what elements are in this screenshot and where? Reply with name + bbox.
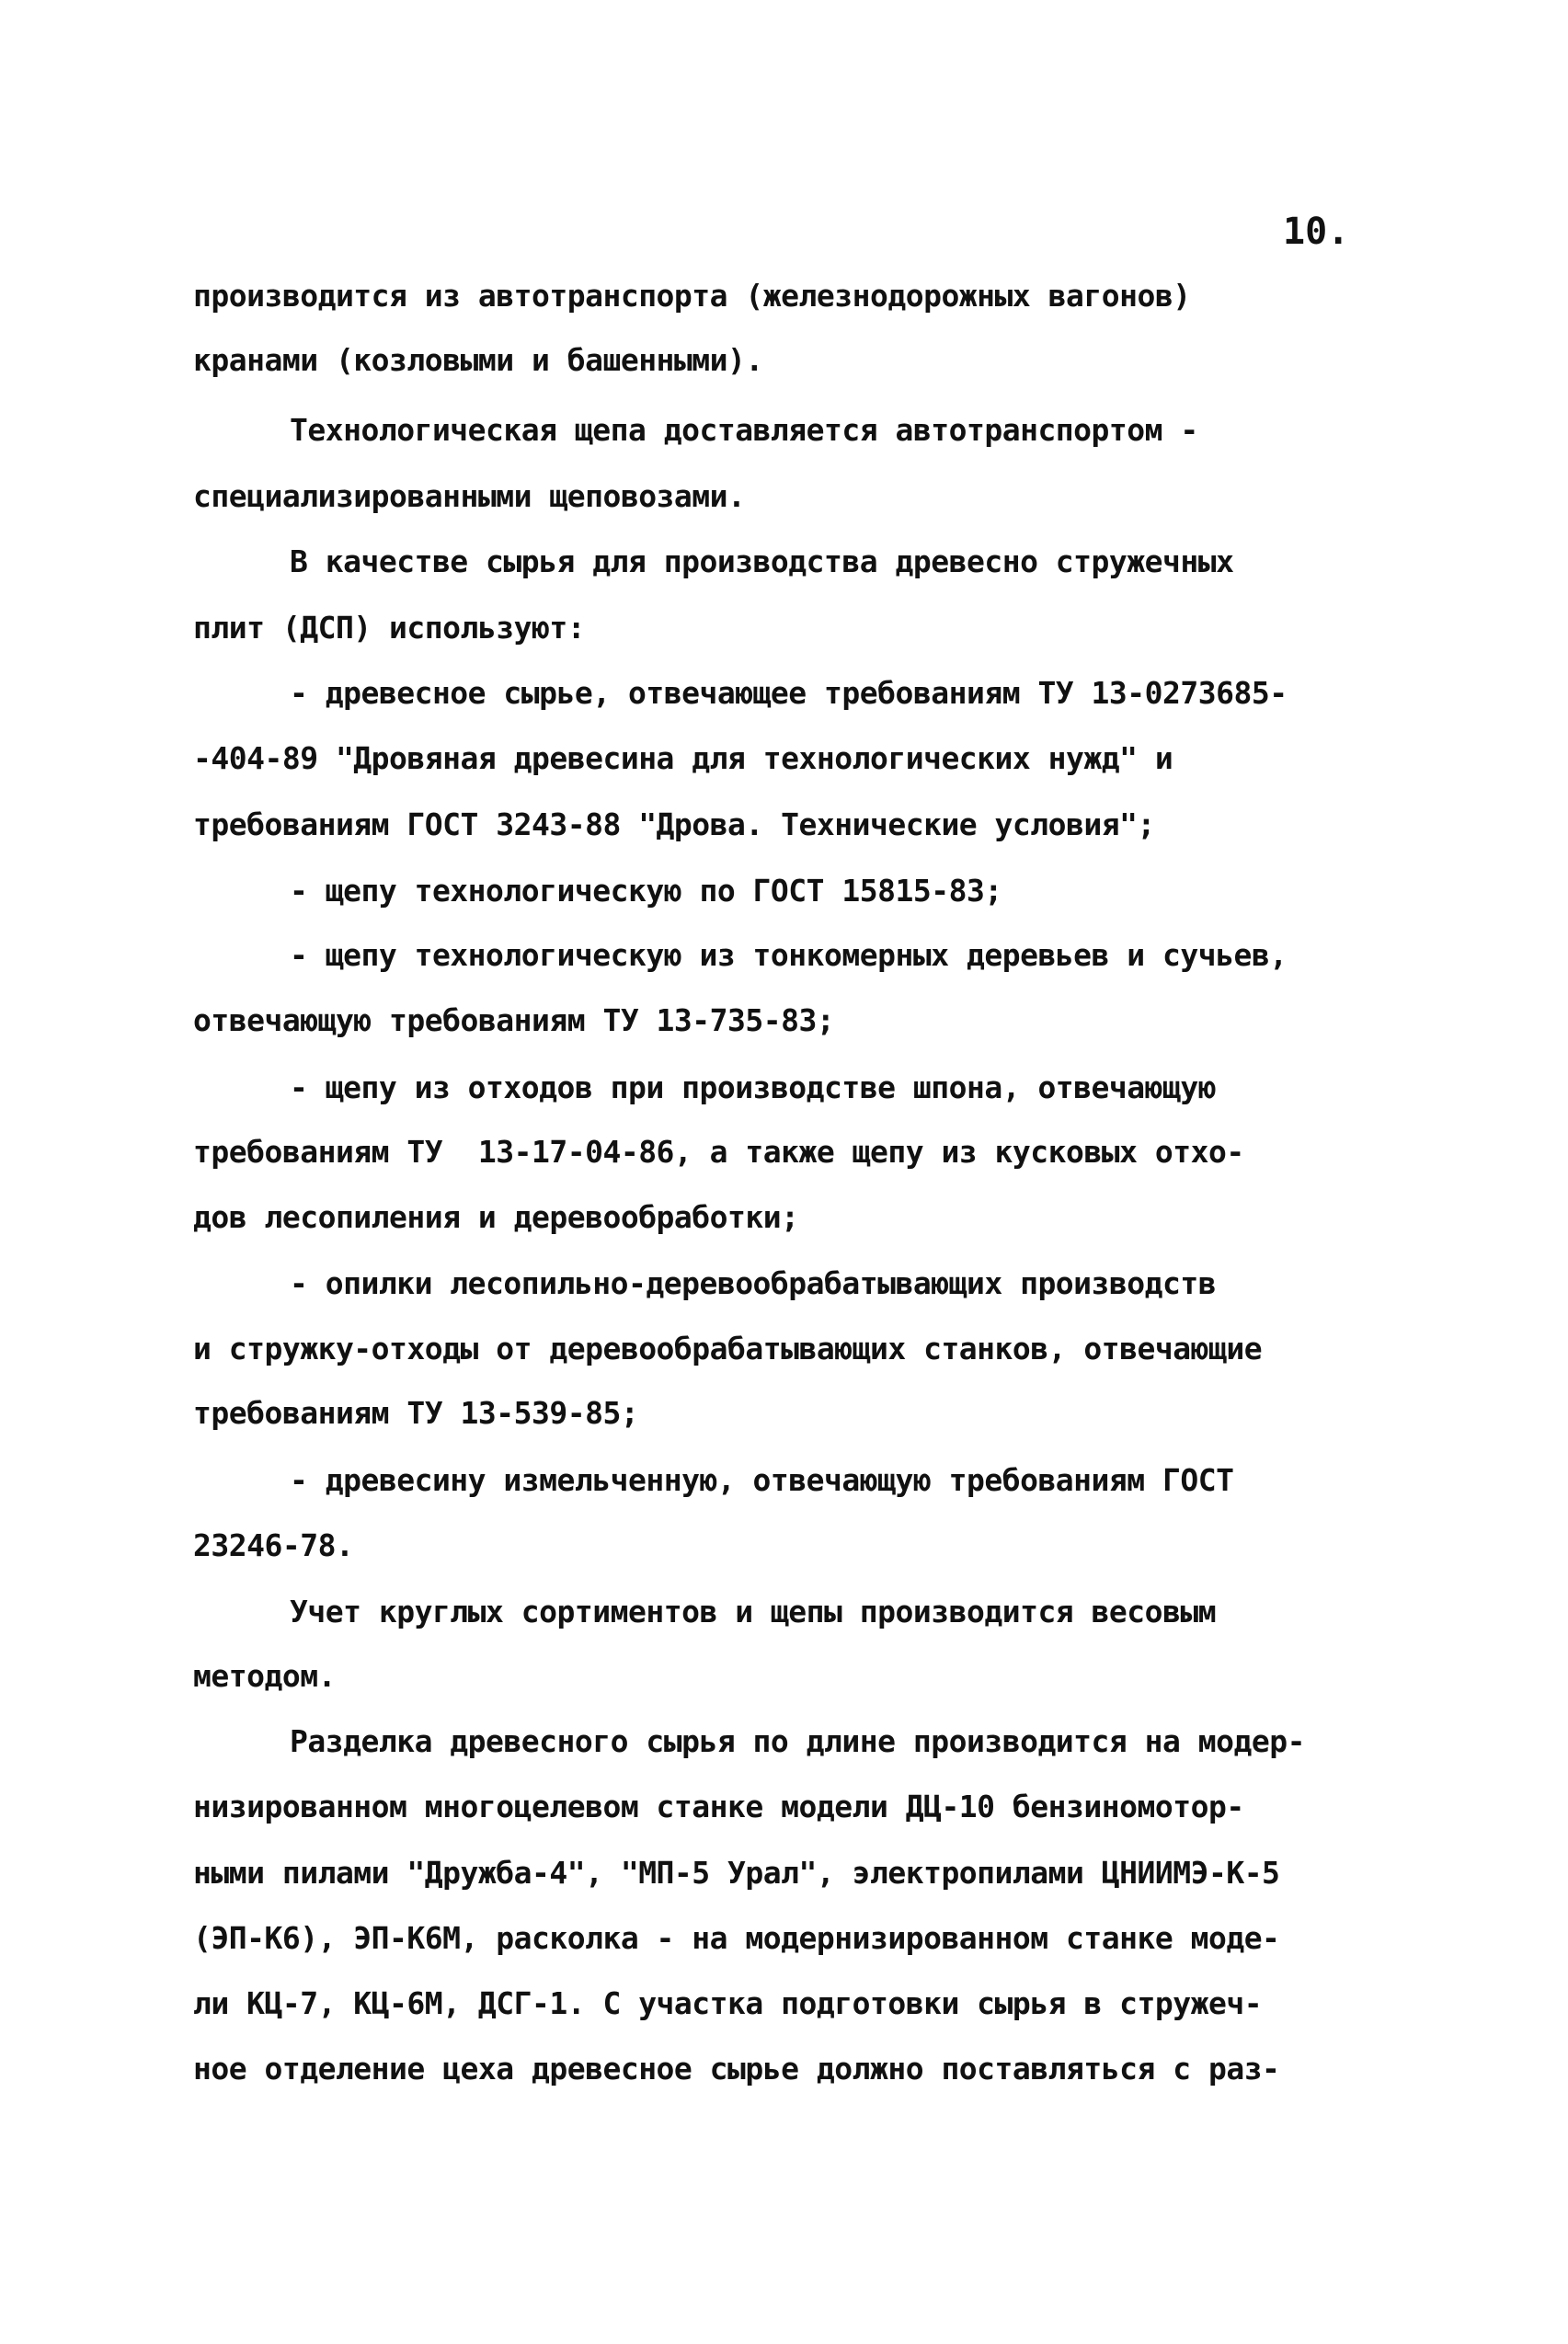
text-line: - древесное сырье, отвечающее требованиям ТУ 13-0273685-: [290, 675, 1288, 711]
text-line: Разделка древесного сырья по длине производится на модер-: [290, 1723, 1305, 1759]
text-line: - щепу из отходов при производстве шпона, отвечающую: [290, 1069, 1217, 1105]
text-line: В качестве сырья для производства древесно стружечных: [290, 543, 1234, 579]
text-line: ное отделение цеха древесное сырье должно поставляться с раз-: [193, 2051, 1280, 2087]
text-line: - опилки лесопильно-деревообрабатывающих производств: [290, 1265, 1217, 1301]
text-line: ными пилами "Дружба-4", "МП-5 Урал", электропилами ЦНИИМЭ-К-5: [193, 1855, 1280, 1891]
text-line: производится из автотранспорта (железнодорожных вагонов): [193, 278, 1191, 314]
text-line: ли КЦ-7, КЦ-6М, ДСГ-1. С участка подготовки сырья в стружеч-: [193, 1985, 1263, 2021]
text-line: Учет круглых сортиментов и щепы производится весовым: [290, 1594, 1217, 1629]
text-line: требованиям ТУ 13-17-04-86, а также щепу из кусковых отхо-: [193, 1134, 1244, 1170]
text-line: Технологическая щепа доставляется автотранспортом -: [290, 412, 1198, 448]
text-line: требованиям ТУ 13-539-85;: [193, 1395, 639, 1431]
text-line: 23246-78.: [193, 1527, 354, 1563]
text-line: отвечающую требованиям ТУ 13-735-83;: [193, 1002, 835, 1038]
text-line: (ЭП-К6), ЭП-К6М, расколка - на модернизированном станке моде-: [193, 1920, 1280, 1956]
page-number: 10.: [1283, 211, 1350, 253]
text-line: требованиям ГОСТ 3243-88 "Дрова. Технические условия";: [193, 806, 1155, 842]
text-line: низированном многоцелевом станке модели ДЦ-10 бензиномотор-: [193, 1789, 1244, 1824]
text-line: методом.: [193, 1658, 336, 1694]
text-line: плит (ДСП) используют:: [193, 610, 586, 646]
text-line: и стружку-отходы от деревообрабатывающих станков, отвечающие: [193, 1331, 1263, 1366]
text-line: специализированными щеповозами.: [193, 478, 746, 514]
text-line: -404-89 "Дровяная древесина для технологических нужд" и: [193, 740, 1173, 776]
text-line: кранами (козловыми и башенными).: [193, 342, 763, 378]
text-line: - древесину измельченную, отвечающую требованиям ГОСТ: [290, 1462, 1234, 1498]
text-line: дов лесопиления и деревообработки;: [193, 1199, 799, 1235]
text-line: - щепу технологическую по ГОСТ 15815-83;: [290, 873, 1002, 909]
text-line: - щепу технологическую из тонкомерных деревьев и сучьев,: [290, 937, 1288, 973]
